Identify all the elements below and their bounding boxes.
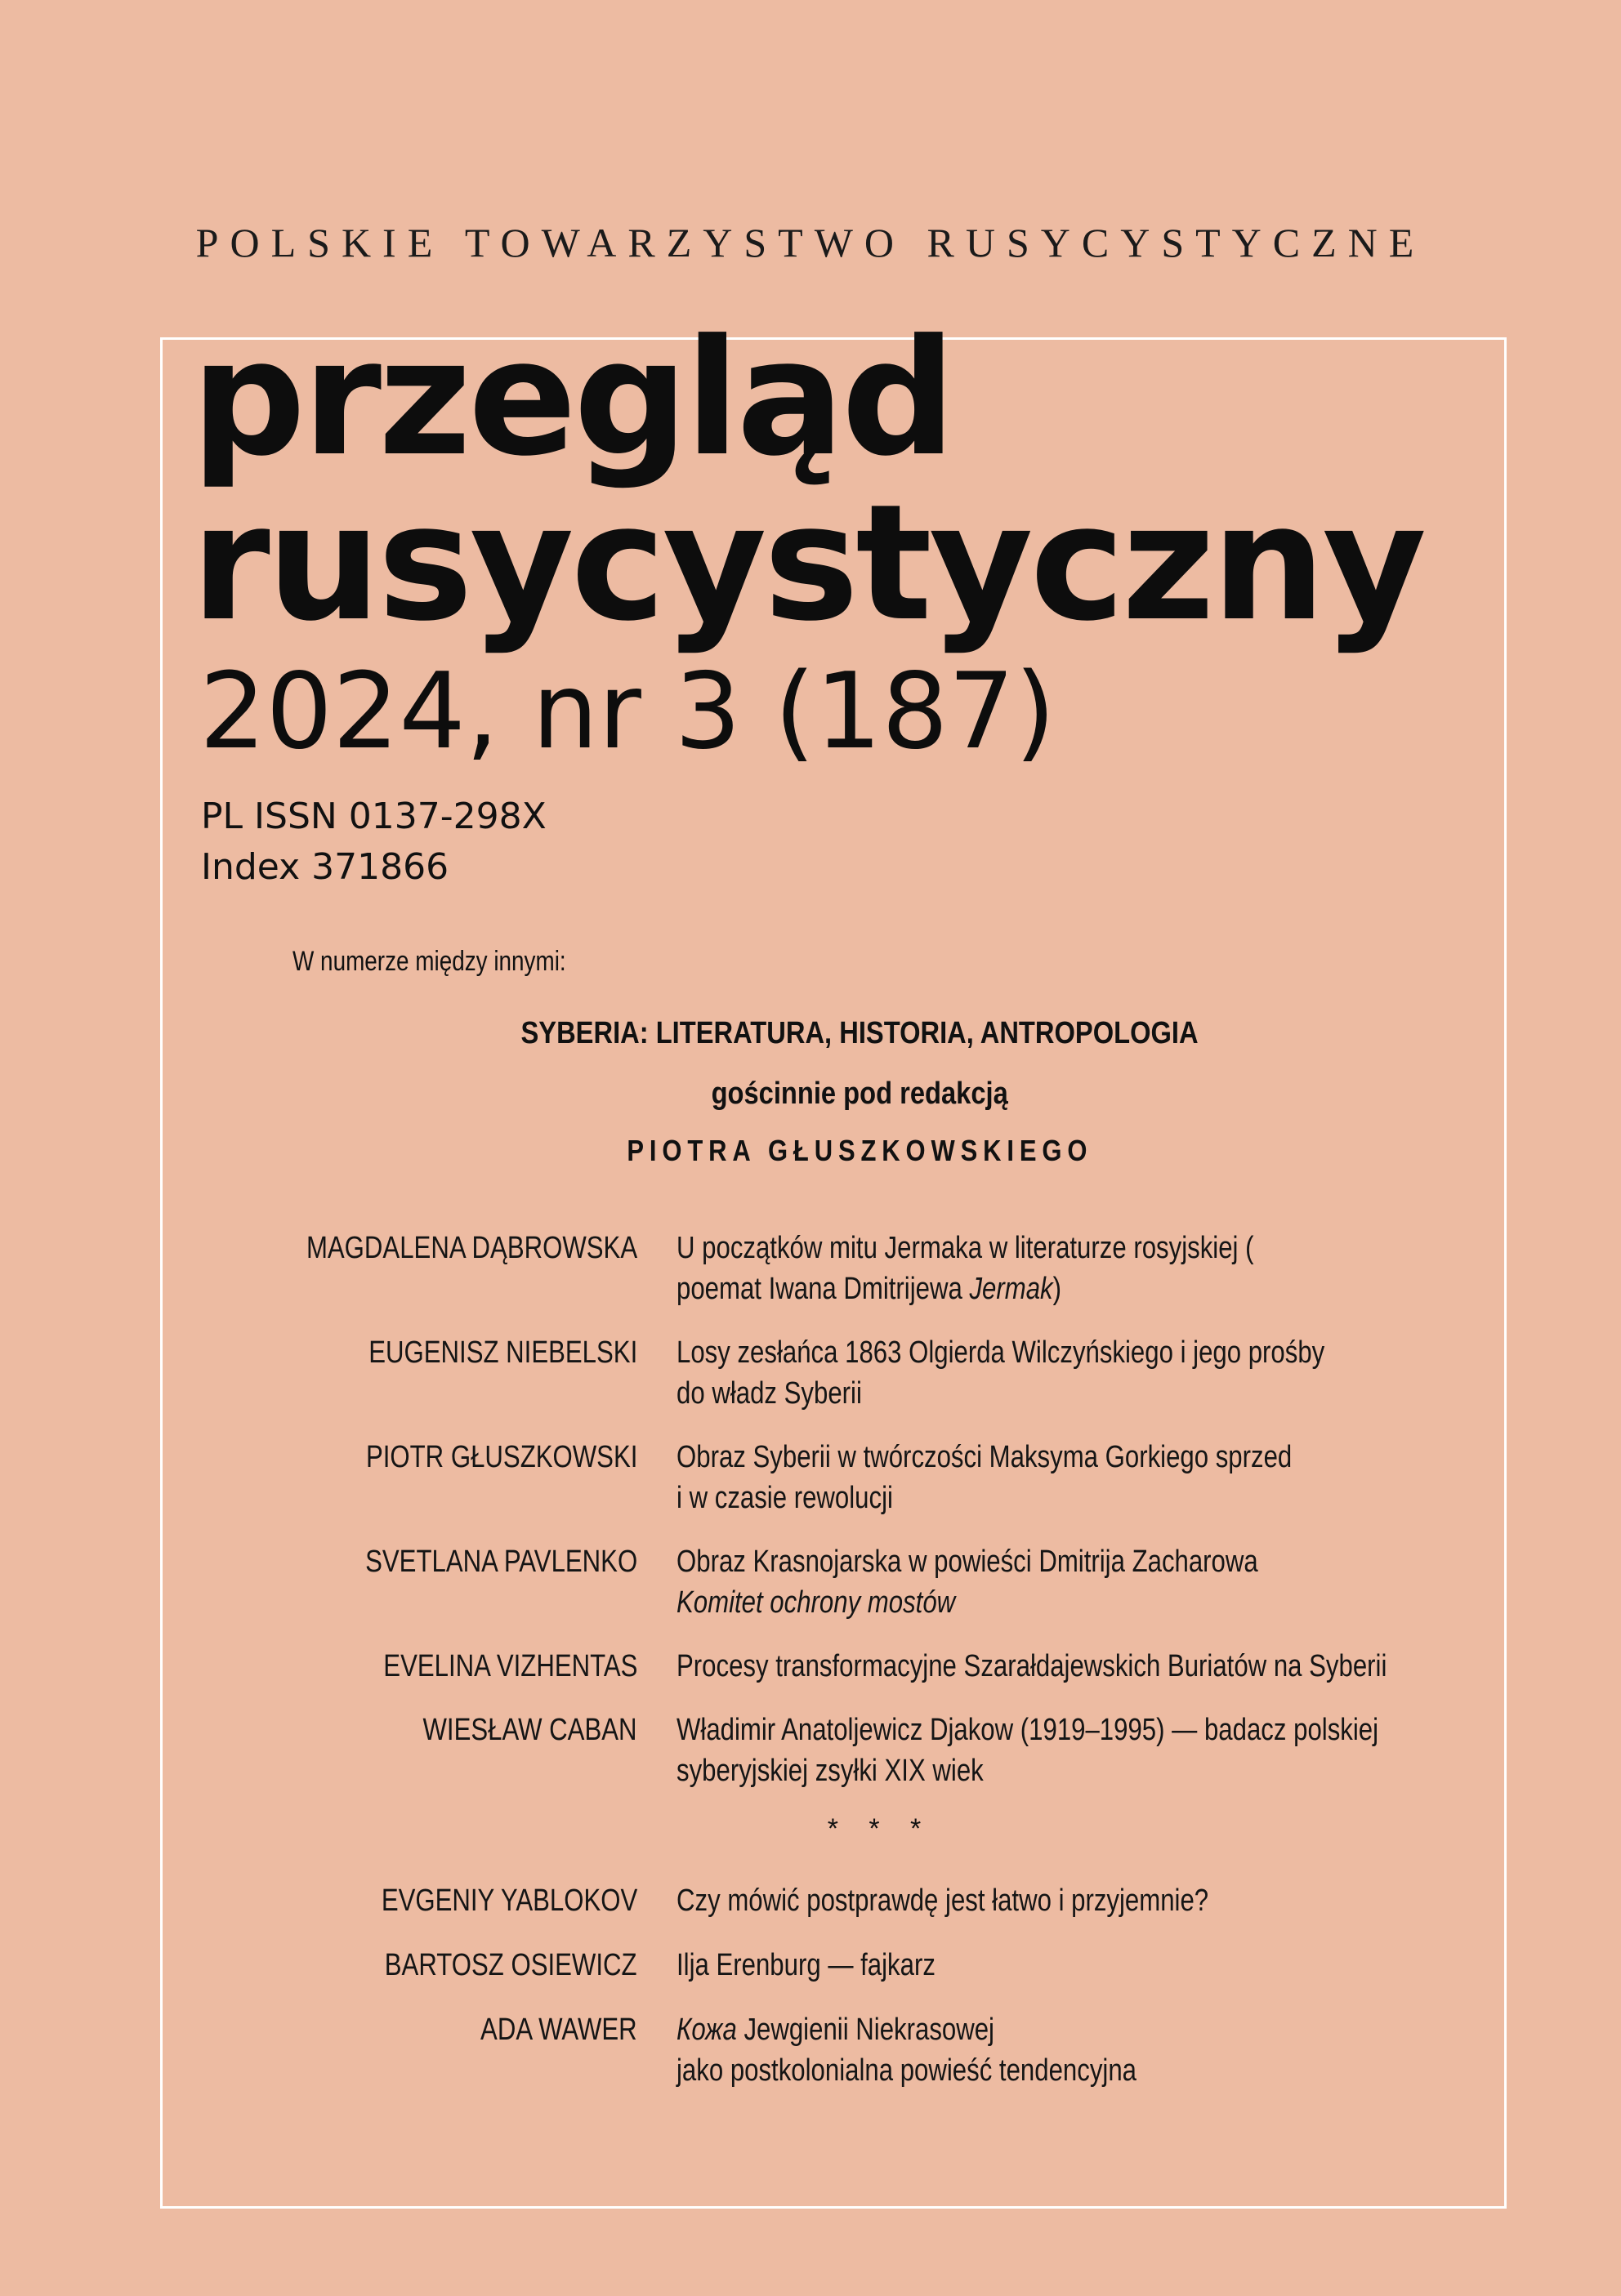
article-author: EVGENIY YABLOKOV	[381, 1884, 637, 1918]
journal-title-line1: przegląd	[191, 305, 953, 492]
issn: PL ISSN 0137-298X	[201, 796, 547, 837]
publisher-name: POLSKIE TOWARZYSTWO RUSYCYSTYCZNE	[195, 220, 1426, 265]
article-author: EUGENISZ NIEBELSKI	[368, 1335, 637, 1370]
article-title: Ilja Erenburg — fajkarz	[677, 1948, 936, 1982]
section-title: SYBERIA: LITERATURA, HISTORIA, ANTROPOLOGIA	[520, 1016, 1199, 1050]
article-title: Obraz Syberii w twórczości Maksyma Gorkiego sprzed i w czasie rewolucji	[677, 1440, 1293, 1515]
article-author: WIESŁAW CABAN	[422, 1713, 637, 1747]
guest-editor-label: gościnnie pod redakcją	[711, 1077, 1008, 1111]
article-author: PIOTR GŁUSZKOWSKI	[365, 1440, 637, 1474]
index-number: Index 371866	[201, 846, 449, 888]
section-separator: * * *	[827, 1813, 933, 1844]
article-author: SVETLANA PAVLENKO	[364, 1545, 637, 1579]
article-author: MAGDALENA DĄBROWSKA	[306, 1231, 637, 1265]
contents-intro: W numerze między innymi:	[292, 946, 566, 977]
article-author: BARTOSZ OSIEWICZ	[385, 1948, 637, 1982]
article-title: Кожа Jewgienii Niekrasowej jako postkolonialna powieść tendencyjna	[677, 2013, 1136, 2088]
article-author: ADA WAWER	[480, 2013, 637, 2047]
issue-number: 2024, nr 3 (187)	[199, 651, 1056, 773]
article-title: Czy mówić postprawdę jest łatwo i przyjemnie?	[677, 1884, 1209, 1918]
article-title: Losy zesłańca 1863 Olgierda Wilczyńskiego i jego prośby do władz Syberii	[677, 1335, 1325, 1411]
article-author: EVELINA VIZHENTAS	[382, 1649, 637, 1683]
article-title: U początków mitu Jermaka w literaturze rosyjskiej ( poemat Iwana Dmitrijewa Jermak)	[677, 1231, 1254, 1306]
article-title: Obraz Krasnojarska w powieści Dmitrija Zacharowa Komitet ochrony mostów	[677, 1545, 1258, 1620]
journal-title-line2: rusycystyczny	[191, 470, 1424, 657]
article-title: Władimir Anatoljewicz Djakow (1919–1995) — badacz polskiej syberyjskiej zsyłki XIX wiek	[677, 1713, 1379, 1788]
article-title: Procesy transformacyjne Szarałdajewskich Buriatów na Syberii	[677, 1649, 1387, 1683]
guest-editor-name: PIOTRA GŁUSZKOWSKIEGO	[627, 1134, 1092, 1167]
